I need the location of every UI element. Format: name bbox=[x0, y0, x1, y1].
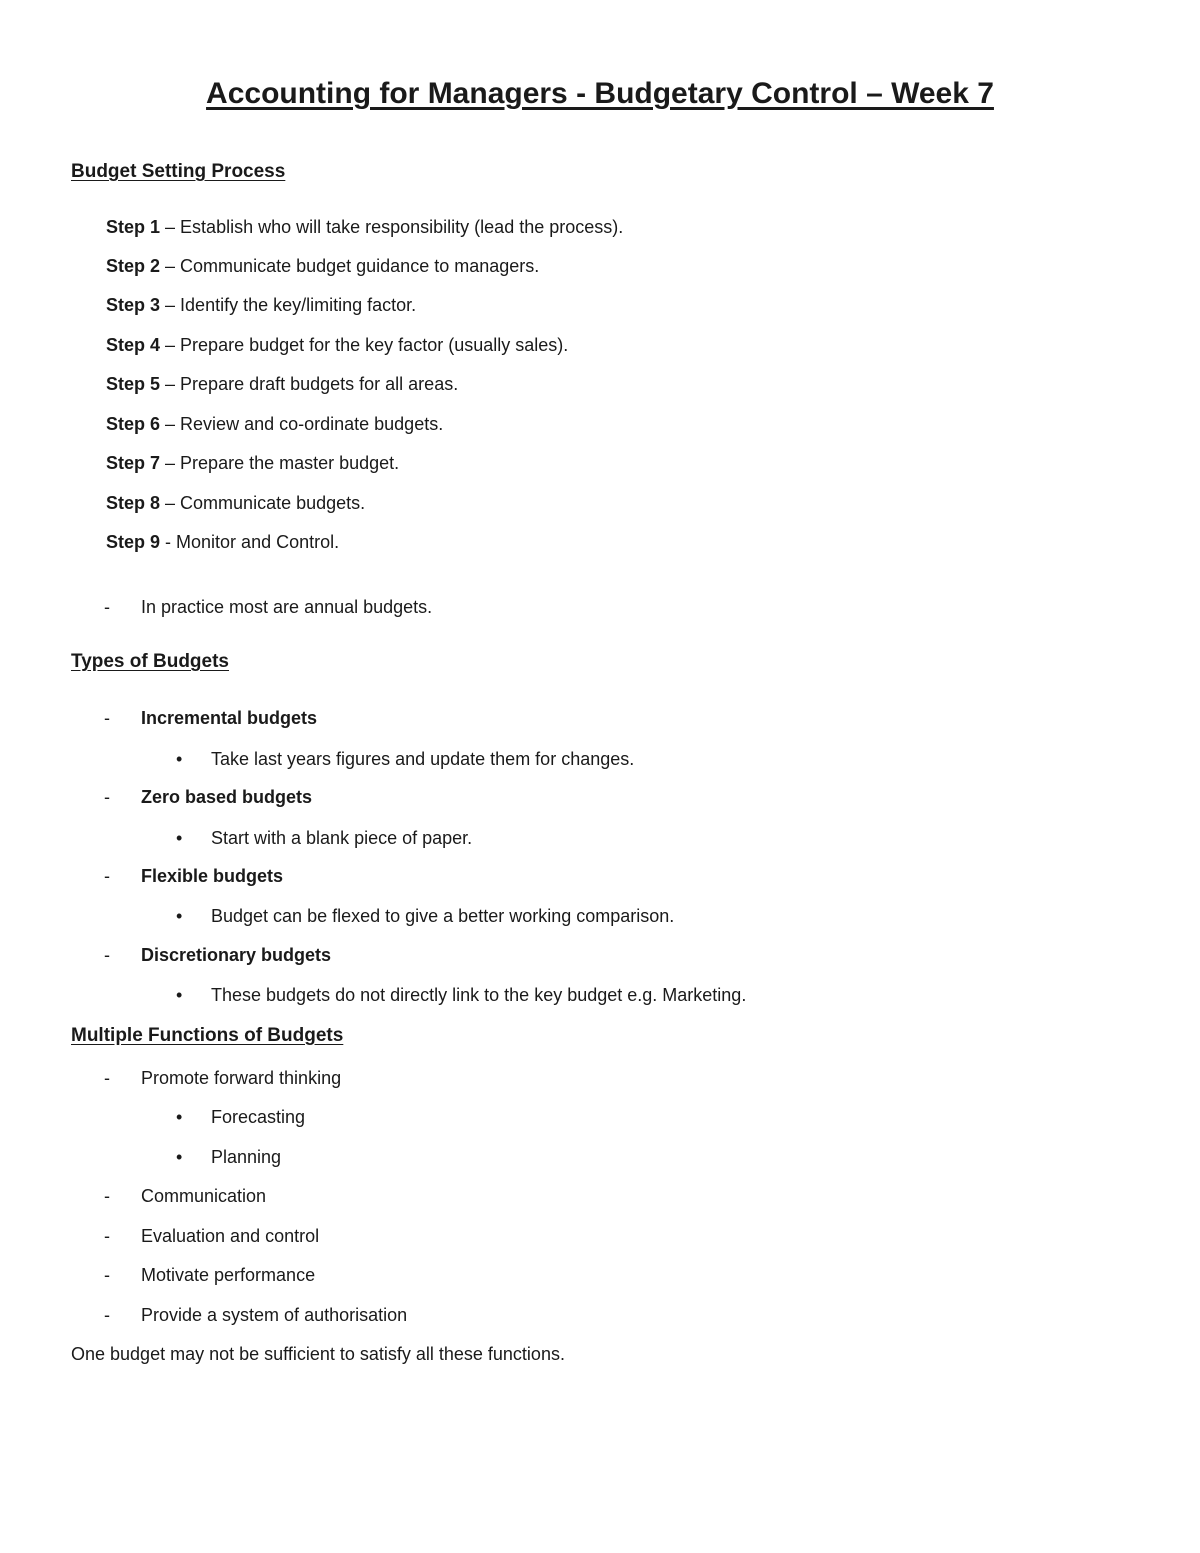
step-text: Monitor and Control. bbox=[176, 532, 340, 552]
step-separator: – bbox=[160, 335, 181, 355]
step-item bbox=[106, 411, 443, 437]
dash-marker: - bbox=[104, 597, 110, 617]
budget-type-name: Zero based budgets bbox=[141, 787, 313, 807]
bullet-marker: • bbox=[176, 749, 183, 769]
budget-type-detail: Budget can be flexed to give a better working comparison. bbox=[211, 906, 675, 926]
step-label: Step 6 bbox=[106, 414, 161, 434]
step-separator: – bbox=[160, 217, 181, 237]
dash-marker: - bbox=[104, 1265, 110, 1285]
step-label: Step 9 bbox=[106, 532, 161, 552]
step-separator: - bbox=[160, 532, 177, 552]
step-item bbox=[106, 214, 623, 240]
step-label: Step 8 bbox=[106, 493, 161, 513]
step-separator: – bbox=[160, 295, 181, 315]
step-item bbox=[106, 371, 458, 397]
dash-marker: - bbox=[104, 708, 110, 728]
bullet-marker: • bbox=[176, 906, 183, 926]
budget-type-detail: Start with a blank piece of paper. bbox=[211, 828, 473, 848]
step-text: Communicate budget guidance to managers. bbox=[180, 256, 540, 276]
step-label: Step 2 bbox=[106, 256, 161, 276]
step-separator: – bbox=[160, 414, 181, 434]
step-item bbox=[106, 253, 539, 279]
dash-marker: - bbox=[104, 787, 110, 807]
function-item: Provide a system of authorisation bbox=[141, 1305, 408, 1325]
step-item bbox=[106, 529, 339, 555]
step-text: Prepare budget for the key factor (usually sales). bbox=[180, 335, 569, 355]
step-label: Step 5 bbox=[106, 374, 161, 394]
function-subitem: Planning bbox=[211, 1147, 282, 1167]
step-text: Prepare the master budget. bbox=[180, 453, 400, 473]
step-separator: – bbox=[160, 374, 181, 394]
budget-type-detail: Take last years figures and update them for changes. bbox=[211, 749, 635, 769]
function-subitem: Forecasting bbox=[211, 1107, 306, 1127]
dash-marker: - bbox=[104, 945, 110, 965]
bullet-marker: • bbox=[176, 1147, 183, 1167]
document-title: Accounting for Managers - Budgetary Control – Week 7 bbox=[206, 77, 994, 110]
step-label: Step 1 bbox=[106, 217, 161, 237]
dash-marker: - bbox=[104, 1305, 110, 1325]
step-item bbox=[106, 332, 568, 358]
bullet-marker: • bbox=[176, 828, 183, 848]
step-separator: – bbox=[160, 453, 181, 473]
step-item bbox=[106, 450, 399, 476]
dash-marker: - bbox=[104, 866, 110, 886]
step-label: Step 7 bbox=[106, 453, 161, 473]
function-item: Motivate performance bbox=[141, 1265, 316, 1285]
step-item bbox=[106, 292, 416, 318]
function-item: Promote forward thinking bbox=[141, 1068, 342, 1088]
function-item: Communication bbox=[141, 1186, 267, 1206]
budget-type-detail: These budgets do not directly link to the key budget e.g. Marketing. bbox=[211, 985, 747, 1005]
closing-statement: One budget may not be sufficient to satisfy all these functions. bbox=[71, 1344, 565, 1364]
step-text: Communicate budgets. bbox=[180, 493, 366, 513]
step-item bbox=[106, 490, 365, 516]
note-text: In practice most are annual budgets. bbox=[141, 597, 433, 617]
bullet-marker: • bbox=[176, 985, 183, 1005]
step-text: Prepare draft budgets for all areas. bbox=[180, 374, 459, 394]
section-heading-budget-setting: Budget Setting Process bbox=[71, 161, 286, 182]
step-text: Establish who will take responsibility (lead the process). bbox=[180, 217, 624, 237]
section-heading-functions: Multiple Functions of Budgets bbox=[71, 1025, 344, 1046]
step-separator: – bbox=[160, 256, 181, 276]
step-text: Review and co-ordinate budgets. bbox=[180, 414, 444, 434]
step-text: Identify the key/limiting factor. bbox=[180, 295, 417, 315]
step-separator: – bbox=[160, 493, 181, 513]
budget-type-name: Incremental budgets bbox=[141, 708, 318, 728]
dash-marker: - bbox=[104, 1186, 110, 1206]
bullet-marker: • bbox=[176, 1107, 183, 1127]
section-heading-types: Types of Budgets bbox=[71, 651, 229, 672]
step-label: Step 3 bbox=[106, 295, 161, 315]
dash-marker: - bbox=[104, 1226, 110, 1246]
dash-marker: - bbox=[104, 1068, 110, 1088]
step-label: Step 4 bbox=[106, 335, 161, 355]
budget-type-name: Discretionary budgets bbox=[141, 945, 332, 965]
function-item: Evaluation and control bbox=[141, 1226, 320, 1246]
budget-type-name: Flexible budgets bbox=[141, 866, 284, 886]
